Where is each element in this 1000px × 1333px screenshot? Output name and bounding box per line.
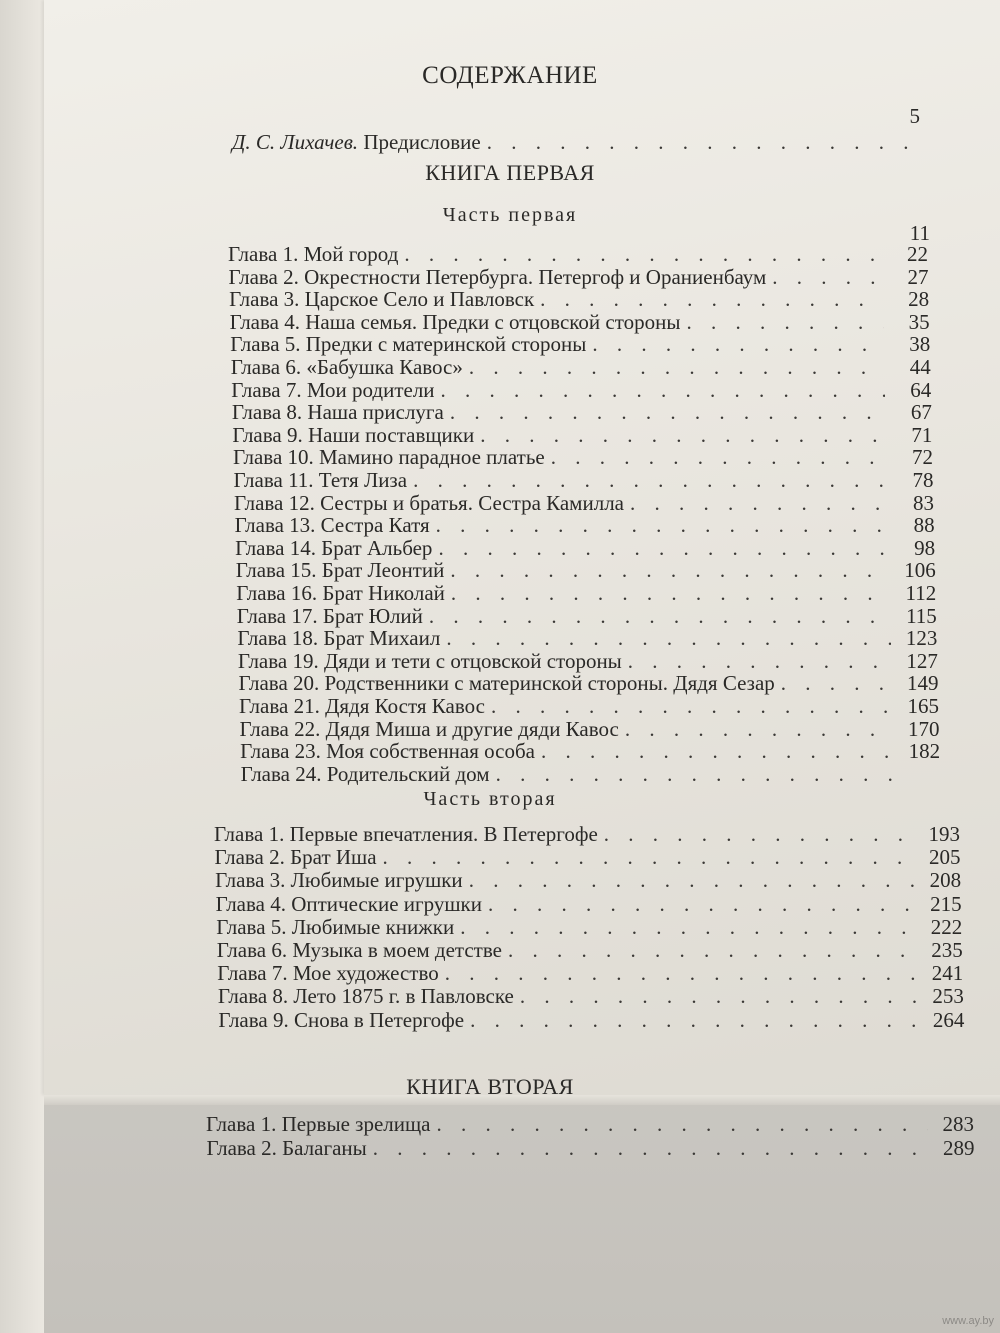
chapter-title: Глава 1. Первые впечатления. В Петергофе bbox=[214, 822, 598, 846]
page-number: 88 bbox=[913, 513, 935, 538]
leader-dots bbox=[490, 762, 895, 787]
book2-heading: КНИГА ВТОРАЯ bbox=[406, 1074, 574, 1099]
chapter-title: Глава 14. Брат Альбер bbox=[235, 535, 433, 560]
leader-dots bbox=[432, 536, 889, 561]
page-number: 123 bbox=[905, 626, 938, 651]
page-number: 98 bbox=[914, 535, 936, 560]
chapter-title: Глава 22. Дядя Миша и другие дяди Кавос bbox=[239, 716, 619, 741]
page-number: 235 bbox=[931, 938, 963, 962]
part1-first-page-number: 11 bbox=[909, 221, 930, 245]
chapter-title: Глава 23. Моя собственная особа bbox=[240, 739, 535, 764]
page-number: 38 bbox=[909, 332, 931, 357]
chapter-title: Глава 20. Родственники с материнской стороны. Дядя Сезар bbox=[238, 671, 775, 696]
page-number: 149 bbox=[906, 671, 939, 696]
chapter-title: Глава 7. Мои родители bbox=[231, 377, 435, 402]
page-number: 115 bbox=[906, 603, 937, 628]
contents-title: СОДЕРЖАНИЕ bbox=[422, 62, 598, 89]
part1-heading: Часть первая bbox=[442, 204, 578, 226]
page-number: 83 bbox=[913, 490, 935, 515]
chapter-title: Глава 8. Наша прислуга bbox=[231, 400, 444, 425]
page-number: 264 bbox=[932, 1007, 965, 1032]
preface-author: Д. С. Лихачев. bbox=[232, 130, 359, 154]
page-number: 222 bbox=[930, 914, 963, 939]
leader-dots bbox=[680, 310, 883, 335]
toc-entry bbox=[206, 1112, 974, 1138]
page-number: 165 bbox=[907, 694, 939, 718]
toc-entry bbox=[215, 845, 961, 871]
page-number: 205 bbox=[929, 845, 961, 870]
chapter-title: Глава 9. Снова в Петергофе bbox=[218, 1007, 465, 1032]
page-number: 170 bbox=[908, 716, 940, 741]
leader-dots bbox=[377, 845, 915, 870]
chapter-title: Глава 17. Брат Юлий bbox=[236, 603, 423, 628]
leader-dots bbox=[430, 1112, 928, 1137]
leader-dots bbox=[481, 130, 912, 155]
toc-entry bbox=[216, 915, 962, 941]
page-number: 112 bbox=[905, 581, 937, 605]
leader-dots bbox=[398, 242, 882, 267]
leader-dots bbox=[435, 378, 886, 403]
chapter-title: Глава 2. Окрестности Петербурга. Петергоф и Ораниенбаум bbox=[228, 264, 767, 289]
page-number: 22 bbox=[907, 242, 928, 266]
toc-entry bbox=[207, 1136, 975, 1162]
page-number: 67 bbox=[910, 400, 932, 425]
leader-dots bbox=[454, 915, 916, 940]
page-number: 208 bbox=[929, 868, 962, 893]
preface-page-number: 5 bbox=[909, 104, 920, 128]
leader-dots bbox=[598, 822, 914, 847]
preface-title: Предисловие bbox=[363, 130, 481, 154]
leader-dots bbox=[439, 961, 918, 986]
chapter-title: Глава 21. Дядя Костя Кавос bbox=[239, 694, 485, 718]
toc-entry bbox=[218, 984, 964, 1010]
page-number: 127 bbox=[906, 648, 938, 673]
chapter-title: Глава 19. Дяди и тети с отцовской стороны bbox=[237, 648, 622, 673]
page-number: 106 bbox=[904, 558, 936, 583]
chapter-title: Глава 13. Сестра Катя bbox=[234, 513, 430, 538]
page-number: 182 bbox=[908, 739, 941, 764]
chapter-title: Глава 9. Наши поставщики bbox=[232, 422, 475, 447]
chapter-title: Глава 15. Брат Леонтий bbox=[235, 558, 445, 583]
page-number: 283 bbox=[942, 1112, 974, 1136]
toc-entry bbox=[217, 961, 963, 987]
chapter-title: Глава 2. Балаганы bbox=[206, 1136, 367, 1160]
leader-dots bbox=[586, 332, 884, 357]
page-number: 289 bbox=[943, 1136, 975, 1160]
chapter-title: Глава 5. Любимые книжки bbox=[216, 914, 455, 939]
page-number: 64 bbox=[910, 377, 932, 402]
toc-entry bbox=[218, 1008, 964, 1034]
leader-dots bbox=[444, 400, 886, 425]
leader-dots bbox=[766, 265, 882, 290]
page-number: 35 bbox=[908, 309, 930, 334]
chapter-title: Глава 10. Мамино парадное платье bbox=[232, 445, 545, 470]
leader-dots bbox=[485, 694, 893, 719]
chapter-title: Глава 18. Брат Михаил bbox=[237, 626, 441, 651]
toc-entry bbox=[217, 938, 963, 964]
leader-dots bbox=[619, 717, 894, 742]
chapter-title: Глава 16. Брат Николай bbox=[236, 581, 445, 605]
page-number: 72 bbox=[911, 445, 933, 470]
chapter-title: Глава 7. Мое художество bbox=[217, 961, 439, 986]
chapter-title: Глава 2. Брат Иша bbox=[214, 845, 377, 870]
watermark: www.ay.by bbox=[942, 1315, 994, 1327]
leader-dots bbox=[440, 626, 891, 651]
chapter-title: Глава 1. Мой город bbox=[228, 242, 399, 266]
leader-dots bbox=[430, 513, 889, 538]
leader-dots bbox=[407, 468, 887, 493]
leader-dots bbox=[624, 491, 888, 516]
chapter-title: Глава 12. Сестры и братья. Сестра Камилла bbox=[234, 490, 624, 515]
chapter-title: Глава 5. Предки с материнской стороны bbox=[230, 332, 587, 357]
leader-dots bbox=[464, 1008, 918, 1033]
page-number: 27 bbox=[907, 264, 929, 289]
leader-dots bbox=[622, 649, 892, 674]
leader-dots bbox=[534, 287, 883, 312]
page-spine-shadow bbox=[0, 0, 44, 1333]
page-number: 44 bbox=[909, 355, 931, 379]
chapter-title: Глава 8. Лето 1875 г. в Павловске bbox=[217, 984, 514, 1009]
page-number: 78 bbox=[912, 468, 934, 492]
chapter-title: Глава 3. Царское Село и Павловск bbox=[229, 287, 535, 312]
leader-dots bbox=[444, 558, 889, 583]
leader-dots bbox=[502, 938, 917, 963]
chapter-title: Глава 11. Тетя Лиза bbox=[233, 468, 408, 492]
page-number: 241 bbox=[931, 961, 964, 986]
chapter-title: Глава 6. «Бабушка Кавос» bbox=[230, 355, 463, 379]
page-number: 71 bbox=[911, 422, 933, 447]
toc-entry bbox=[216, 892, 962, 918]
chapter-title: Глава 24. Родительский дом bbox=[240, 761, 490, 786]
leader-dots bbox=[775, 671, 893, 696]
toc-entry bbox=[214, 822, 960, 848]
leader-dots bbox=[463, 355, 885, 380]
page-number: 193 bbox=[928, 822, 960, 846]
leader-dots bbox=[545, 445, 887, 470]
leader-dots bbox=[474, 423, 886, 448]
leader-dots bbox=[445, 581, 890, 606]
book1-heading: КНИГА ПЕРВАЯ bbox=[425, 160, 595, 185]
leader-dots bbox=[423, 604, 891, 629]
leader-dots bbox=[463, 868, 915, 893]
leader-dots bbox=[514, 984, 918, 1009]
chapter-title: Глава 4. Оптические игрушки bbox=[215, 891, 482, 916]
part2-heading: Часть вторая bbox=[423, 788, 557, 810]
leader-dots bbox=[535, 739, 894, 764]
page-number: 253 bbox=[932, 984, 964, 1009]
page-number: 28 bbox=[908, 287, 930, 312]
chapter-title: Глава 1. Первые зрелища bbox=[206, 1112, 431, 1136]
leader-dots bbox=[367, 1136, 929, 1161]
page-number: 215 bbox=[930, 891, 962, 916]
toc-entry bbox=[215, 868, 961, 894]
preface-entry bbox=[232, 130, 912, 156]
leader-dots bbox=[482, 892, 916, 917]
chapter-title: Глава 6. Музыка в моем детстве bbox=[216, 938, 502, 962]
chapter-title: Глава 4. Наша семья. Предки с отцовской стороны bbox=[229, 309, 681, 334]
chapter-title: Глава 3. Любимые игрушки bbox=[215, 868, 463, 893]
toc-entry bbox=[241, 762, 941, 788]
